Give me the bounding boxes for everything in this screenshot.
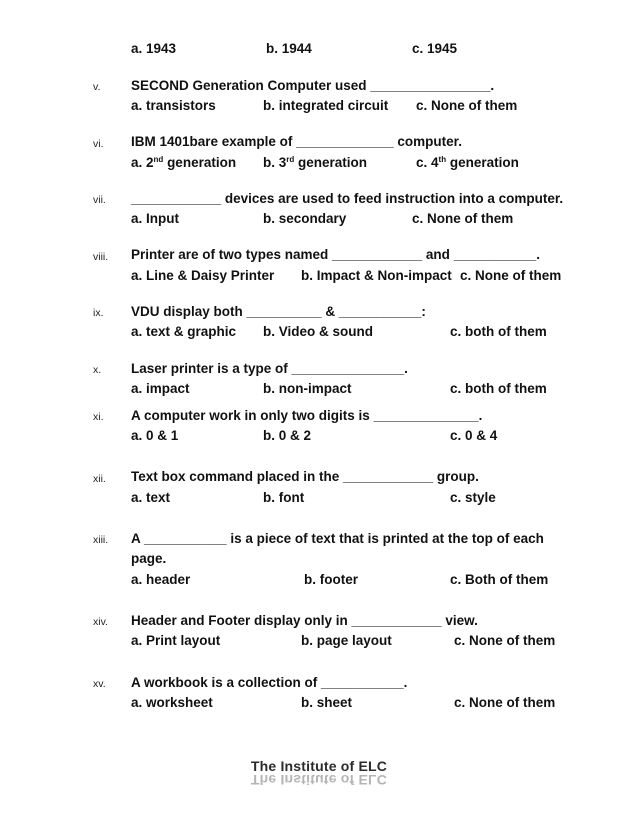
option-b: b. 0 & 2: [263, 428, 312, 443]
option-b: b. Impact & Non-impact: [301, 268, 452, 283]
option-c: c. Both of them: [450, 572, 549, 587]
question-text: A workbook is a collection of ___________.: [131, 675, 408, 690]
question-number: xi.: [93, 411, 104, 423]
option-b: b. font: [263, 490, 305, 505]
option-b: b. page layout: [301, 633, 392, 648]
question-number: xiv.: [93, 616, 108, 628]
footer-logo: [0, 758, 638, 787]
question-text: A computer work in only two digits is ______________.: [131, 408, 483, 423]
option-c: c. None of them: [416, 98, 518, 113]
option-b: b. integrated circuit: [263, 98, 389, 113]
option-b: b. secondary: [263, 211, 347, 226]
option-a: a. 1943: [131, 41, 177, 56]
option-b: b. footer: [304, 572, 358, 587]
question-text: SECOND Generation Computer used ________________.: [131, 78, 495, 93]
question-text: Printer are of two types named ____________ and ___________.: [131, 247, 540, 262]
question-text: Laser printer is a type of _______________.: [131, 361, 408, 376]
question-text: IBM 1401bare example of _____________ computer.: [131, 134, 462, 149]
question-text: Header and Footer display only in ____________ view.: [131, 613, 478, 628]
option-c: c. None of them: [460, 268, 562, 283]
option-a: a. impact: [131, 381, 190, 396]
option-b: b. 1944: [266, 41, 312, 56]
option-c: c. both of them: [450, 324, 547, 339]
option-a: a. text: [131, 490, 171, 505]
question-number: vi.: [93, 138, 104, 150]
question-text-continued: page.: [131, 551, 167, 566]
question-number: xv.: [93, 678, 106, 690]
question-text: VDU display both __________ & ___________:: [131, 304, 426, 319]
option-b: b. sheet: [301, 695, 353, 710]
option-c: c. both of them: [450, 381, 547, 396]
footer-title-reflection: The Institute of ELC: [250, 772, 388, 788]
option-b: b. 3rd generation: [263, 155, 368, 170]
footer-title: The Institute of ELC: [250, 758, 388, 774]
option-c: c. 4th generation: [416, 155, 519, 170]
option-a: a. Print layout: [131, 633, 221, 648]
question-number: x.: [93, 364, 102, 376]
option-c: c. 1945: [412, 41, 458, 56]
option-a: a. 0 & 1: [131, 428, 179, 443]
option-c: c. style: [450, 490, 496, 505]
option-c: c. None of them: [412, 211, 514, 226]
option-c: c. None of them: [454, 633, 556, 648]
question-text: A ___________ is a piece of text that is printed at the top of each: [131, 531, 544, 546]
option-a: a. Input: [131, 211, 179, 226]
option-b: b. Video & sound: [263, 324, 374, 339]
question-number: v.: [93, 81, 101, 93]
option-a: a. header: [131, 572, 191, 587]
question-number: xii.: [93, 473, 106, 485]
option-a: a. transistors: [131, 98, 216, 113]
option-a: a. 2nd generation: [131, 155, 237, 170]
question-text: ____________ devices are used to feed instruction into a computer.: [131, 191, 564, 206]
option-a: a. text & graphic: [131, 324, 237, 339]
option-a: a. worksheet: [131, 695, 213, 710]
option-c: c. 0 & 4: [450, 428, 498, 443]
option-b: b. non-impact: [263, 381, 352, 396]
option-a: a. Line & Daisy Printer: [131, 268, 275, 283]
question-text: Text box command placed in the ____________ group.: [131, 469, 479, 484]
question-number: ix.: [93, 307, 104, 319]
question-number: vii.: [93, 194, 106, 206]
option-c: c. None of them: [454, 695, 556, 710]
question-number: xiii.: [93, 534, 109, 546]
question-number: viii.: [93, 251, 109, 263]
